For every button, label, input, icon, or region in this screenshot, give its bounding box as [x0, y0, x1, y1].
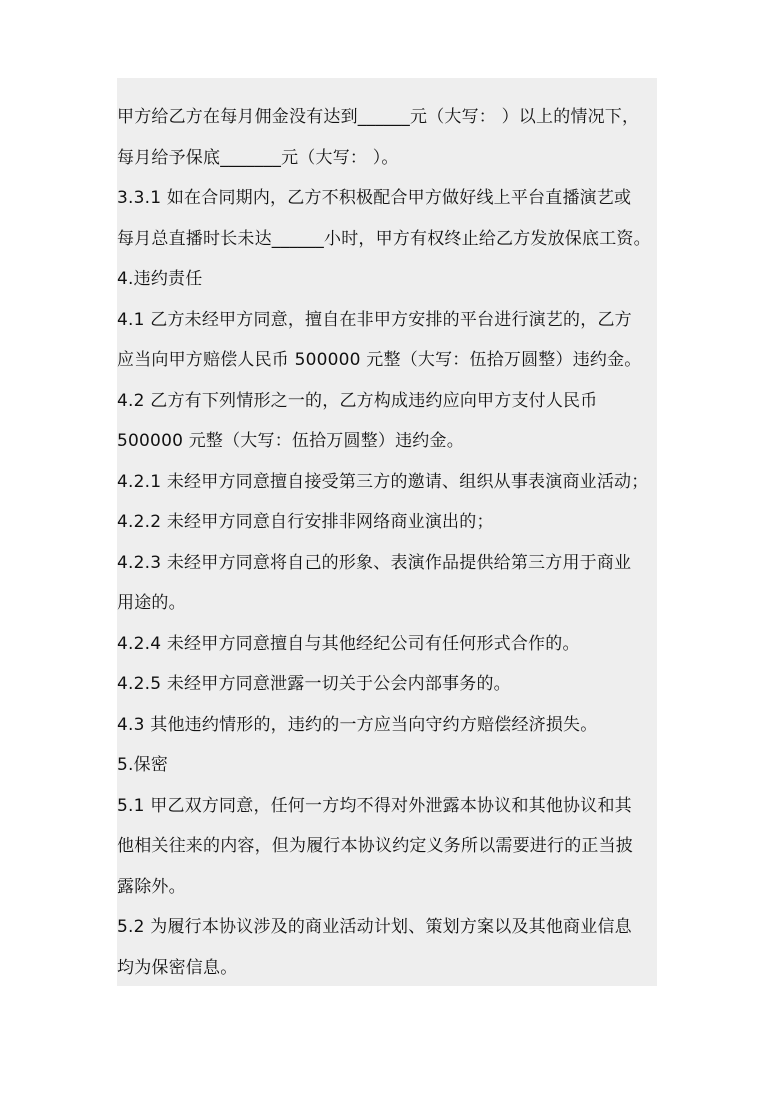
text-line: 5.1 甲乙双方同意，任何一方均不得对外泄露本协议和其他协议和其	[117, 796, 632, 816]
text-line: 每月总直播时长未达______小时，甲方有权终止给乙方发放保底工资。	[117, 229, 651, 249]
text-line: 每月给予保底_______元（大写： ）。	[117, 148, 399, 168]
text-line: 4.2.5 未经甲方同意泄露一切关于公会内部事务的。	[117, 674, 511, 694]
text-line: 露除外。	[117, 877, 186, 897]
text-line: 4.2.1 未经甲方同意擅自接受第三方的邀请、组织从事表演商业活动；	[117, 472, 649, 492]
text-line: 5.2 为履行本协议涉及的商业活动计划、策划方案以及其他商业信息	[117, 917, 632, 937]
text-line: 应当向甲方赔偿人民币 500000 元整（大写：伍拾万圆整）违约金。	[117, 350, 642, 370]
text-line: 4.2.3 未经甲方同意将自己的形象、表演作品提供给第三方用于商业	[117, 553, 632, 573]
section-heading: 4.违约责任	[117, 269, 203, 289]
text-line: 4.2.4 未经甲方同意擅自与其他经纪公司有任何形式合作的。	[117, 634, 580, 654]
text-line: 均为保密信息。	[117, 958, 238, 978]
document-page	[117, 78, 657, 986]
text-line: 3.3.1 如在合同期内，乙方不积极配合甲方做好线上平台直播演艺或	[117, 188, 632, 208]
text-line: 4.3 其他违约情形的，违约的一方应当向守约方赔偿经济损失。	[117, 715, 598, 735]
text-line: 他相关往来的内容，但为履行本协议约定义务所以需要进行的正当披	[117, 836, 633, 856]
text-line: 4.2 乙方有下列情形之一的，乙方构成违约应向甲方支付人民币	[117, 391, 598, 411]
text-line: 500000 元整（大写：伍拾万圆整）违约金。	[117, 431, 464, 451]
section-heading: 5.保密	[117, 755, 169, 775]
text-line: 甲方给乙方在每月佣金没有达到______元（大写： ）以上的情况下，	[117, 107, 640, 127]
text-line: 4.2.2 未经甲方同意自行安排非网络商业演出的；	[117, 512, 494, 532]
text-line: 用途的。	[117, 593, 186, 613]
text-line: 4.1 乙方未经甲方同意，擅自在非甲方安排的平台进行演艺的，乙方	[117, 310, 632, 330]
